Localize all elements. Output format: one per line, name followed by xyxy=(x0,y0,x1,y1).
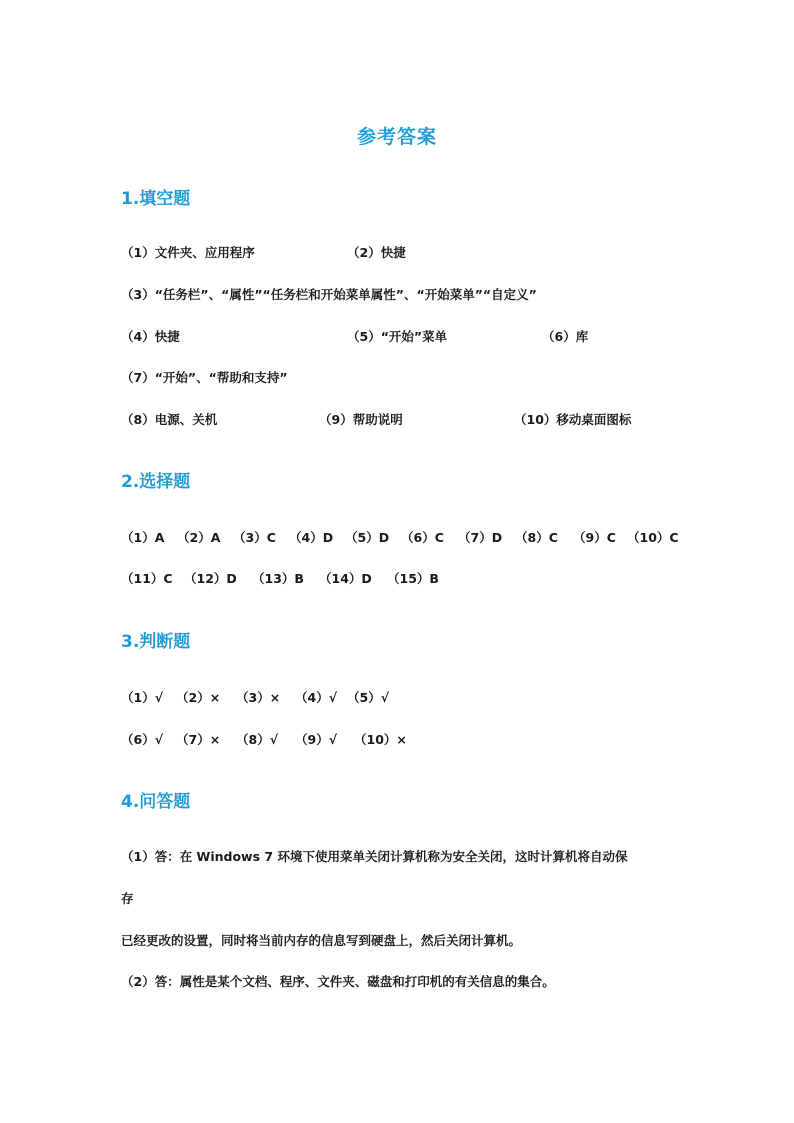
answer-line xyxy=(121,410,721,430)
answer-line xyxy=(121,368,721,388)
answer-item: （14）D xyxy=(319,571,372,586)
answer-line xyxy=(121,688,721,708)
answer-item: （4）D xyxy=(289,530,334,545)
answer-item: （11）C xyxy=(121,571,173,586)
section-heading-true-false: 3.判断题 xyxy=(121,632,191,652)
answer-line xyxy=(121,730,721,750)
answer-item: （5）√ xyxy=(347,690,390,705)
answer-item: （1）A xyxy=(121,530,165,545)
answer-item: （8）电源、关机 xyxy=(121,412,218,427)
answer-item: （1）文件夹、应用程序 xyxy=(121,245,255,260)
answer-paragraph: （1）答：在 Windows 7 环境下使用菜单关闭计算机称为安全关闭，这时计算机将自动保 xyxy=(121,849,628,864)
page-title: 参考答案 xyxy=(356,126,437,148)
answer-item: （3）× xyxy=(236,690,281,705)
answer-item: （5）“开始”菜单 xyxy=(347,329,448,344)
answer-line xyxy=(121,285,721,305)
answer-item: （10）× xyxy=(354,732,407,747)
answer-paragraph: 已经更改的设置，同时将当前内存的信息写到硬盘上，然后关闭计算机。 xyxy=(121,933,522,948)
answer-item: （10）移动桌面图标 xyxy=(514,412,632,427)
answer-item: （8）√ xyxy=(236,732,279,747)
answer-item: （13）B xyxy=(252,571,304,586)
answer-line xyxy=(121,569,721,589)
answer-paragraph: （2）答：属性是某个文档、程序、文件夹、磁盘和打印机的有关信息的集合。 xyxy=(121,974,555,989)
answer-item: （4）快捷 xyxy=(121,329,180,344)
answer-item: （6）库 xyxy=(542,329,589,344)
answer-item: （7）“开始”、“帮助和支持” xyxy=(121,370,288,385)
section-heading-multiple-choice: 2.选择题 xyxy=(121,472,191,492)
answer-item: （6）√ xyxy=(121,732,164,747)
answer-paragraph: 存 xyxy=(121,891,134,906)
answer-item: （3）C xyxy=(233,530,276,545)
section-heading-fill-in: 1.填空题 xyxy=(121,189,191,209)
answer-item: （1）√ xyxy=(121,690,164,705)
answer-item: （2）快捷 xyxy=(347,245,406,260)
answer-item: （10）C xyxy=(627,530,679,545)
answer-item: （5）D xyxy=(345,530,390,545)
answer-item: （8）C xyxy=(515,530,558,545)
answer-item: （6）C xyxy=(401,530,444,545)
answer-item: （15）B xyxy=(387,571,439,586)
answer-item: （2）× xyxy=(176,690,221,705)
answer-item: （12）D xyxy=(184,571,237,586)
answer-item: （9）C xyxy=(573,530,616,545)
answer-item: （2）A xyxy=(177,530,221,545)
answer-item: （9）√ xyxy=(295,732,338,747)
answer-item: （7）× xyxy=(176,732,221,747)
answer-line xyxy=(121,243,721,263)
answer-item: （7）D xyxy=(458,530,503,545)
answer-line xyxy=(121,528,721,548)
section-heading-short-answer: 4.问答题 xyxy=(121,792,191,812)
answer-item: （4）√ xyxy=(295,690,338,705)
answer-line xyxy=(121,327,721,347)
answer-item: （3）“任务栏”、“属性”“任务栏和开始菜单属性”、“开始菜单”“自定义” xyxy=(121,287,537,302)
answer-item: （9）帮助说明 xyxy=(319,412,403,427)
